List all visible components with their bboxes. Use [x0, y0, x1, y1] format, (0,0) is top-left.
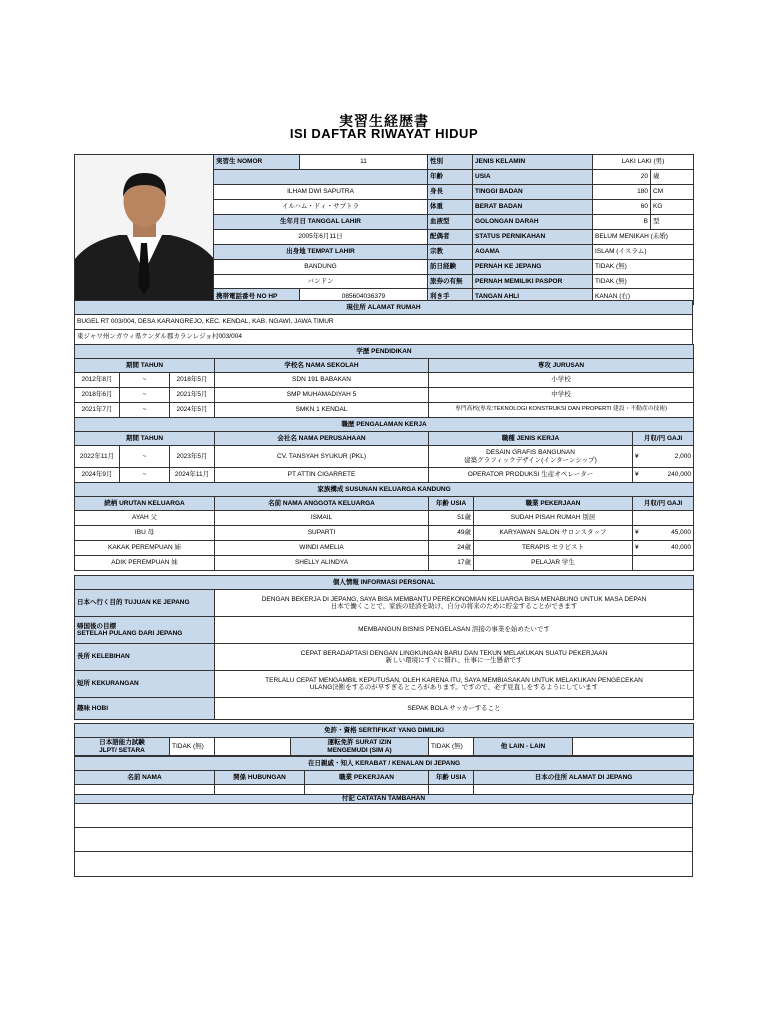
notes-table: [74, 794, 693, 877]
notes-line: [75, 828, 693, 852]
blood-label-ja: 血液型: [428, 214, 473, 229]
family-relation: IBU 母: [75, 526, 215, 541]
relatives-job-header: 職業 PEKERJAAN: [305, 771, 429, 785]
table-row: [75, 785, 694, 795]
info-text-line2: 新しい環境にすぐに慣れ、仕事に一生懸命です: [385, 657, 523, 664]
nomor-value: 11: [300, 155, 428, 170]
info-text-line2: ULANG決断をするのが早すぎるところがあります。ですので、必ず見直しをするようにしています: [309, 684, 599, 691]
religion-label: AGAMA: [473, 244, 593, 259]
family-table: [74, 482, 694, 571]
family-salary: [633, 526, 694, 541]
jlpt-blank: [215, 738, 291, 756]
name-header: [214, 169, 428, 184]
work-job: OPERATOR PRODUKSI 生産オペレーター: [429, 468, 633, 483]
weight-label-ja: 体重: [428, 199, 473, 214]
table-row: [75, 403, 694, 418]
info-text-line2: 日本で働くことで、家族の経済を助け、自分の将来のために貯金することができます: [330, 603, 578, 610]
family-job: KARYAWAN SALON サロンスタッフ: [474, 526, 633, 541]
notes-title: 付記 CATATAN TAMBAHAN: [75, 795, 693, 804]
edu-sep: ~: [120, 373, 170, 388]
education-table: [74, 344, 694, 418]
sim-label-line1: 運転免許 SURAT IZIN: [327, 739, 392, 746]
education-major-header: 専攻 JURUSAN: [429, 359, 694, 373]
info-label: [75, 644, 215, 671]
family-name: ISMAIL: [215, 511, 429, 526]
name-kana: イルハム・ドィ・サプトラ: [214, 199, 428, 214]
currency: ¥: [635, 471, 639, 479]
work-sep: ~: [120, 446, 170, 468]
age-unit: 歳: [651, 169, 694, 184]
info-title: 個人情報 INFORMASI PERSONAL: [75, 576, 694, 590]
table-row: [75, 511, 694, 526]
table-row: [75, 388, 694, 403]
family-relation: AYAH 父: [75, 511, 215, 526]
edu-to: 2024年5月: [170, 403, 215, 418]
family-salary: [633, 541, 694, 556]
info-row: [75, 671, 694, 698]
hand-label-ja: 利き手: [428, 289, 473, 304]
edu-major: 小学校: [429, 373, 694, 388]
work-period-header: 期間 TAHUN: [75, 432, 215, 446]
sim-value: TIDAK (無): [429, 738, 474, 756]
info-text-line1: TERLALU CEPAT MENGAMBIL KEPUTUSAN, OLEH KARENA ITU, SAYA MEMBIASAKAN UNTUK MELAKUKAN PENGECEKAN: [265, 676, 643, 684]
relatives-age-header: 年齢 USIA: [429, 771, 474, 785]
family-age: 51歳: [429, 511, 474, 526]
work-to: 2023年5月: [170, 446, 215, 468]
info-label-line2: SETELAH PULANG DARI JEPANG: [77, 630, 183, 637]
religion-value: ISLAM (イスラム): [593, 244, 694, 259]
info-text: [215, 671, 694, 698]
relatives-name-header: 名前 NAMA: [75, 771, 215, 785]
phone-value: 085604036379: [300, 289, 428, 304]
phone-label: 携帯電話番号 NO HP: [214, 289, 300, 304]
info-row: [75, 644, 694, 671]
edu-major: 中学校: [429, 388, 694, 403]
info-label-line1: 帰国後の目標: [77, 622, 116, 630]
work-sep: ~: [120, 468, 170, 483]
salary-value: 2,000: [674, 452, 692, 460]
family-salary-header: 月収/円 GAJI: [633, 497, 694, 511]
relatives-table: [74, 756, 694, 795]
hand-value: KANAN (右): [593, 289, 694, 304]
family-relation: ADIK PEREMPUAN 妹: [75, 556, 215, 571]
table-row: [75, 446, 694, 468]
age-label-ja: 年齢: [428, 169, 473, 184]
edu-school: SMKN 1 KENDAL: [215, 403, 429, 418]
edu-school: SDN 191 BABAKAN: [215, 373, 429, 388]
sim-label-line2: MENGEMUDI (SIM A): [327, 746, 392, 754]
family-relation-header: 続柄 URUTAN KELUARGA: [75, 497, 215, 511]
info-label: [75, 671, 215, 698]
work-from: 2022年11月: [75, 446, 120, 468]
work-to: 2024年11月: [170, 468, 215, 483]
age-label: USIA: [473, 169, 593, 184]
info-text: [215, 698, 694, 720]
address-title: 現住所 ALAMAT RUMAH: [75, 301, 693, 315]
work-salary: [633, 446, 694, 468]
info-label-line1: 短所 KEKURANGAN: [77, 680, 139, 688]
work-salary-header: 月収/円 GAJI: [633, 432, 694, 446]
family-job-header: 職業 PEKERJAAN: [474, 497, 633, 511]
passport-label-ja: 旅券の有無: [428, 274, 473, 289]
table-row: [75, 541, 694, 556]
notes-line: [75, 804, 693, 828]
family-job: SUDAH PISAH RUMAH 別居: [474, 511, 633, 526]
height-label-ja: 身長: [428, 184, 473, 199]
currency: ¥: [635, 452, 639, 460]
birthplace-kana: バンドン: [214, 274, 428, 289]
family-relation: KAKAK PEREMPUAN 姉: [75, 541, 215, 556]
jlpt-label: [75, 738, 170, 756]
family-age: 17歳: [429, 556, 474, 571]
edu-from: 2012年8月: [75, 373, 120, 388]
birthplace-label: 出身地 TEMPAT LAHIR: [214, 244, 428, 259]
family-name-header: 名前 NAMA ANGGOTA KELUARGA: [215, 497, 429, 511]
religion-label-ja: 宗教: [428, 244, 473, 259]
edu-from: 2021年7月: [75, 403, 120, 418]
jlpt-label-line1: 日本語能力試験: [99, 739, 145, 746]
work-table: [74, 417, 694, 483]
table-row: [75, 526, 694, 541]
currency: ¥: [635, 544, 639, 552]
work-title: 職歴 PENGALAMAN KERJA: [75, 418, 694, 432]
work-job-line2: 建築グラフィックデザイン(インターンシップ): [464, 456, 597, 464]
relatives-relation-header: 関係 HUBUNGAN: [215, 771, 305, 785]
document-title-ja: 実習生経歴書: [339, 113, 429, 129]
family-name: SHELLY ALINDYA: [215, 556, 429, 571]
edu-sep: ~: [120, 388, 170, 403]
weight-value: 60: [593, 199, 651, 214]
info-row: [75, 698, 694, 720]
work-job-line1: DESAIN GRAFIS BANGUNAN: [486, 449, 575, 456]
visit-label: PERNAH KE JEPANG: [473, 259, 593, 274]
relatives-address-header: 日本の住所 ALAMAT DI JEPANG: [474, 771, 694, 785]
salary-value: 40,000: [671, 544, 692, 552]
info-text: [215, 590, 694, 617]
work-salary: [633, 468, 694, 483]
info-text-line1: MEMBANGUN BISNIS PENGELASAN 溶接の事業を始めたいです: [358, 626, 550, 634]
dob-label: 生年月日 TANGGAL LAHIR: [214, 214, 428, 229]
info-row: [75, 617, 694, 644]
passport-value: TIDAK (無): [593, 274, 694, 289]
info-row: [75, 590, 694, 617]
hand-label: TANGAN AHLI: [473, 289, 593, 304]
family-title: 家族構成 SUSUNAN KELUARGA KANDUNG: [75, 483, 694, 497]
height-value: 180: [593, 184, 651, 199]
blood-value: B: [593, 214, 651, 229]
other-label: 他 LAIN - LAIN: [474, 738, 573, 756]
family-salary: [633, 556, 694, 571]
info-text-line1: SEPAK BOLA サッカーすること: [407, 704, 501, 712]
jlpt-label-line2: JLPT/ SETARA: [99, 746, 145, 754]
applicant-photo-image: [75, 155, 214, 301]
name-value: ILHAM DWI SAPUTRA: [214, 184, 428, 199]
weight-unit: KG: [651, 199, 694, 214]
family-name: WINDI AMELIA: [215, 541, 429, 556]
weight-label: BERAT BADAN: [473, 199, 593, 214]
height-unit: CM: [651, 184, 694, 199]
info-text-line1: DENGAN BEKERJA DI JEPANG, SAYA BISA MEMBANTU PEREKONOMIAN KELUARGA BISA MENABUNG UNTUK MASA DEPAN: [261, 595, 647, 603]
marital-value: BELUM MENIKAH (未婚): [593, 229, 694, 244]
work-job: [429, 446, 633, 468]
work-company: CV. TANSYAH SYUKUR (PKL): [215, 446, 429, 468]
address-line1: BUGEL RT 003/004, DESA KARANGREJO, KEC. KENDAL, KAB. NGAWI, JAWA TIMUR: [75, 315, 693, 330]
family-job: PELAJAR 学生: [474, 556, 633, 571]
table-row: [75, 556, 694, 571]
family-job: TERAPIS セラピスト: [474, 541, 633, 556]
passport-label: PERNAH MEMILIKI PASPOR: [473, 274, 593, 289]
other-value: [573, 738, 694, 756]
info-text-line1: CEPAT BERADAPTASI DENGAN LINGKUNGAN BARU DAN TEKUN MELAKUKAN SUATU PEKERJAAN: [300, 649, 608, 657]
work-from: 2024年9月: [75, 468, 120, 483]
education-title: 学歴 PENDIDIKAN: [75, 345, 694, 359]
blood-label: GOLONGAN DARAH: [473, 214, 593, 229]
blood-unit: 型: [651, 214, 694, 229]
salary-value: 240,000: [667, 471, 692, 479]
visit-value: TIDAK (無): [593, 259, 694, 274]
salary-value: 45,000: [671, 529, 692, 537]
info-label-line1: 長所 KELEBIHAN: [77, 653, 130, 661]
edu-school: SMP MUHAMADIYAH 5: [215, 388, 429, 403]
work-company-header: 会社名 NAMA PERUSAHAAN: [215, 432, 429, 446]
gender-value: LAKI LAKI (男): [593, 155, 694, 170]
work-company: PT ATTIN CIGARRETE: [215, 468, 429, 483]
age-value: 20: [593, 169, 651, 184]
height-label: TINGGI BADAN: [473, 184, 593, 199]
applicant-photo: [75, 155, 214, 305]
edu-to: 2021年5月: [170, 388, 215, 403]
family-age: 24歳: [429, 541, 474, 556]
marital-label-ja: 配偶者: [428, 229, 473, 244]
info-table: [74, 575, 694, 720]
info-label: [75, 590, 215, 617]
nomor-label: 実習生 NOMOR: [214, 155, 300, 170]
info-label-line1: 趣味 HOBI: [77, 704, 109, 712]
currency: ¥: [635, 529, 639, 537]
certificates-title: 免許・資格 SERTIFIKAT YANG DIMILIKI: [75, 724, 694, 738]
edu-from: 2018年6月: [75, 388, 120, 403]
personal-table: [74, 154, 694, 305]
sim-label: [291, 738, 429, 756]
family-name: SUPARTI: [215, 526, 429, 541]
relatives-title: 在日親戚・知人 KERABAT / KENALAN DI JEPANG: [75, 757, 694, 771]
family-age-header: 年齢 USIA: [429, 497, 474, 511]
document-title-en: ISI DAFTAR RIWAYAT HIDUP: [289, 126, 479, 141]
table-row: [75, 373, 694, 388]
info-label: [75, 617, 215, 644]
education-school-header: 学校名 NAMA SEKOLAH: [215, 359, 429, 373]
info-label: [75, 698, 215, 720]
marital-label: STATUS PERNIKAHAN: [473, 229, 593, 244]
birthplace-value: BANDUNG: [214, 259, 428, 274]
edu-major: 専門高校(専攻:TEKNOLOGI KONSTRUKSI DAN PROPERTI 建設・不動産の技術): [429, 403, 694, 418]
edu-sep: ~: [120, 403, 170, 418]
family-salary: [633, 511, 694, 526]
certificates-table: [74, 723, 694, 756]
jlpt-value: TIDAK (無): [170, 738, 215, 756]
info-text: [215, 617, 694, 644]
gender-label-ja: 性別: [428, 155, 473, 170]
work-job-header: 職種 JENIS KERJA: [429, 432, 633, 446]
address-line2: 東ジャワ州ンガウィ県ケンダル郡カランレジョ村003/004: [75, 330, 693, 345]
notes-line: [75, 852, 693, 877]
gender-label: JENIS KELAMIN: [473, 155, 593, 170]
info-label-line1: 日本へ行く目的 TUJUAN KE JEPANG: [77, 599, 190, 607]
edu-to: 2018年5月: [170, 373, 215, 388]
education-period-header: 期間 TAHUN: [75, 359, 215, 373]
visit-label-ja: 訪日経験: [428, 259, 473, 274]
family-age: 49歳: [429, 526, 474, 541]
dob-value: 2005年6月11日: [214, 229, 428, 244]
table-row: [75, 468, 694, 483]
info-text: [215, 644, 694, 671]
address-table: [74, 300, 693, 345]
